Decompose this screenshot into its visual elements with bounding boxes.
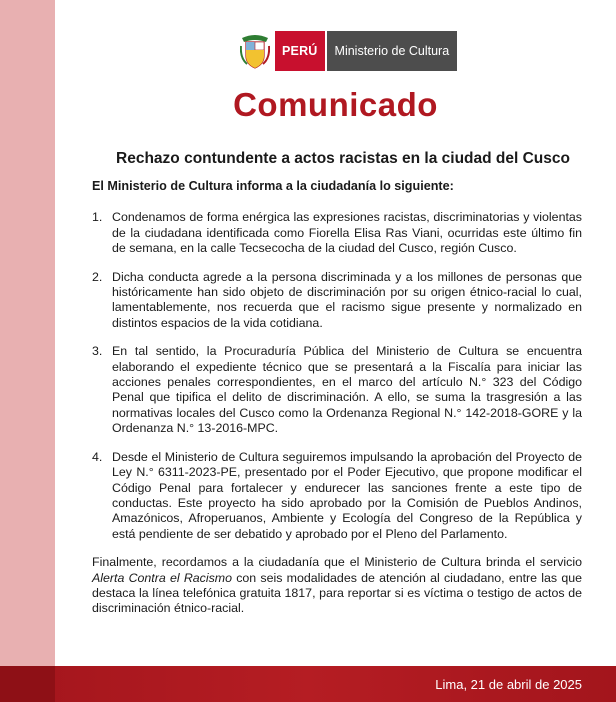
list-item-number: 4. xyxy=(92,449,103,464)
list-item-text: Dicha conducta agrede a la persona discriminada y a los millones de personas que históricamente han sido objeto de discriminación por su origen étnico-racial lo cual, lamentablemente, nos recuerda que el racismo sigue presente y normalizado en distintos espacios de la vida cotidiana. xyxy=(112,269,582,330)
list-item-number: 1. xyxy=(92,210,103,225)
points-list xyxy=(92,210,582,542)
list-item xyxy=(92,450,582,542)
issue-date: Lima, 21 de abril de 2025 xyxy=(435,677,582,692)
closing-text-start: Finalmente, recordamos a la ciudadanía que el Ministerio de Cultura brinda el servicio xyxy=(92,555,582,570)
list-item-text: Condenamos de forma enérgica las expresiones racistas, discriminatorias y violentas de la ciudadana identificada como Fiorella Elisa Ras Viani, ocurridas este último fin de semana, en la calle Tecsecocha de la ciudad del Cusco, región Cusco. xyxy=(112,210,582,256)
intro-text: El Ministerio de Cultura informa a la ciudadanía lo siguiente: xyxy=(92,179,454,193)
left-decorative-band xyxy=(0,0,55,702)
ministry-label: Ministerio de Cultura xyxy=(327,31,458,71)
page-subtitle: Rechazo contundente a actos racistas en la ciudad del Cusco xyxy=(116,150,570,167)
list-item-number: 3. xyxy=(92,344,103,359)
communique-body xyxy=(92,179,582,617)
list-item-text: En tal sentido, la Procuraduría Pública del Ministerio de Cultura se encuentra elaborando el expediente técnico que se presentará a la Fiscalía para iniciar las acciones penales correspondientes, en el marco del artículo N.° 323 del Código Penal que tipifica el delito de discriminación. A ello, se suma la trasgresión a las normativas locales del Cusco como la Ordenanza Regional N.° 142-2018-GORE y la Ordenanza N.° 13-2016-MPC. xyxy=(112,344,582,436)
list-item-number: 2. xyxy=(92,269,103,284)
list-item-text: Desde el Ministerio de Cultura seguiremos impulsando la aprobación del Proyecto de Ley N.° 6311-2023-PE, presentado por el Poder Ejecutivo, que propone modificar el Código Penal para fortalecer y endurecer las sanciones frente a este tipo de conductas. Este proyecto ha sido aprobado por la Comisión de Pueblos Andinos, Amazónicos, Afroperuanos, Ambiente y Ecología del Congreso de la República y está pendiente de ser debatido y aprobado por el Pleno del Parlamento. xyxy=(112,449,582,541)
page-title: Comunicado xyxy=(233,86,438,123)
list-item xyxy=(92,270,582,332)
closing-paragraph xyxy=(92,555,582,617)
list-item xyxy=(92,210,582,256)
peru-coat-of-arms-icon xyxy=(240,32,270,70)
bottom-decorative-band xyxy=(0,666,616,702)
closing-text-end: con seis modalidades de atención al ciudadano, entre las que destaca la línea telefónica gratuita 1817, para reportar si es víctima o testigo de actos de discriminación étnico-racial. xyxy=(92,570,582,616)
ministry-header xyxy=(240,31,457,71)
list-item xyxy=(92,344,582,436)
service-name: Alerta Contra el Racismo xyxy=(92,570,233,585)
peru-label: PERÚ xyxy=(275,31,325,71)
